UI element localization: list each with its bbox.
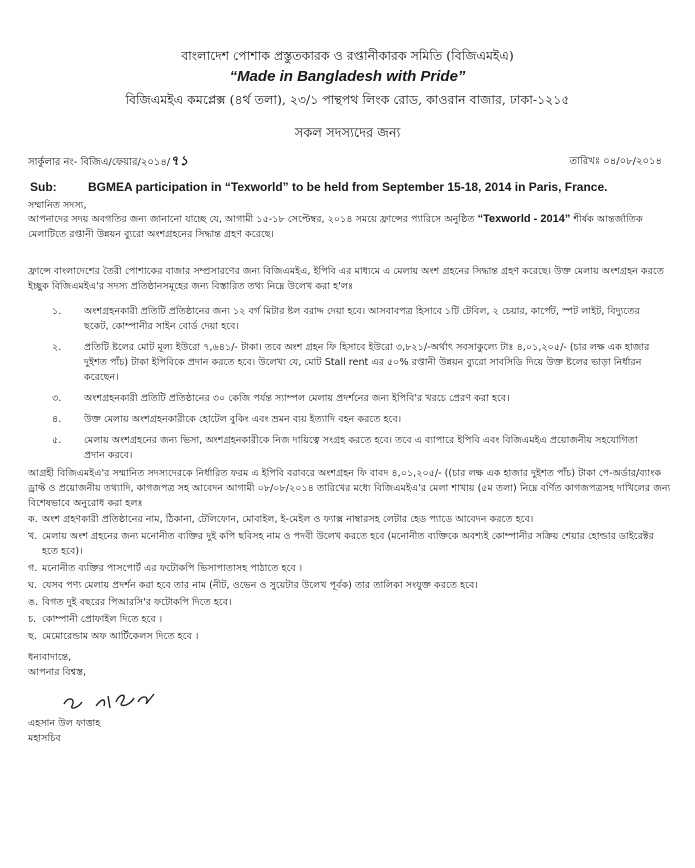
signer-name: এহসান উল ফাত্তাহ	[28, 718, 101, 729]
requirement-text: কোম্পানী প্রোফাইল দিতে হবে ।	[42, 614, 163, 625]
slogan: “Made in Bangladesh with Pride”	[229, 68, 466, 85]
requirement-letter: ঙ.	[28, 597, 39, 608]
intro-paragraph	[28, 212, 673, 242]
requirement-text: যেসব পণ্য মেলায় প্রদর্শন করা হবে তার নাম (নীট, ওভেন ও সুয়েটার উলেখ পূর্বক) তার তালিকা সংযুক্ত করতে হবে।	[42, 580, 478, 591]
circular-prefix: সার্কুলার নং- বিজিএ/ফেয়ার/২০১৪/	[28, 157, 171, 168]
org-name: বাংলাদেশ পোশাক প্রস্তুতকারক ও রপ্তানীকারক সমিতি (বিজিএমইএ)	[181, 48, 514, 63]
closing-block	[28, 650, 86, 680]
circular-number	[28, 152, 189, 173]
list-item	[52, 340, 652, 385]
requirement-item	[28, 612, 668, 627]
list-item-text: অংশগ্রহনকারী প্রতিটি প্রতিষ্ঠানের ৩০ কেজি পর্যন্ত স্যাম্পল মেলায় প্রদর্শনের জন্য ইপিবি'র খরচে প্রেরণ করা হবে।	[84, 393, 510, 404]
circular-heading: সকল সদস্যদের জন্য	[294, 126, 401, 141]
requirement-item	[28, 578, 668, 593]
signer-title: মহাসচিব	[28, 733, 61, 744]
requirement-letter: চ.	[28, 614, 37, 625]
requirement-item	[28, 529, 668, 559]
list-item-number: ২.	[52, 342, 62, 353]
requirement-letter: ক.	[28, 514, 38, 525]
subject-text: BGMEA participation in “Texworld” to be held from September 15-18, 2014 in Paris, France.	[88, 180, 608, 194]
requirement-letter: গ.	[28, 563, 38, 574]
list-item-number: ৫.	[52, 435, 62, 446]
requirement-text: মনোনীত ব্যক্তির পাসপোর্ট এর ফটোকপি ভিসাপাতাসহ পাঠাতে হবে ।	[42, 563, 303, 574]
closing-thanks: ধন্যবাদান্তে,	[28, 652, 72, 663]
salutation: সম্মানিত সদস্য,	[28, 200, 87, 211]
list-item-text: অংশগ্রহনকারী প্রতিটি প্রতিষ্ঠানের জন্য ১২ বর্গ মিটার ষ্টল বরাদ্দ দেয়া হবে। আসবাবপত্র হিসাবে ১টি টেবিল, ২ চেয়ার, কার্পেট, স্পট লাইট, বিদ্যুতের ছকেট, কোম্পানীর সাইন বোর্ড দেয়া হবে।	[84, 306, 640, 332]
requirement-item	[28, 595, 668, 610]
intro-text-a: আপনাদের সদয় অবগতির জন্য জানানো যাচ্ছে যে, আগামী ১৫-১৮ সেপ্টেম্বর, ২০১৪ সময়ে ফ্রান্সের প্যারিসে অনুষ্ঠিত	[28, 214, 475, 225]
intro-text-b: শীর্ষক আন্তর্জাতিক মেলাটিতে রপ্তানী উন্নয়ন ব্যুরো অংশগ্রহনের সিদ্ধান্ত গ্রহণ করেছে।	[28, 214, 643, 240]
list-item	[52, 433, 652, 463]
requirements-list	[28, 512, 668, 646]
requirement-item	[28, 512, 668, 527]
application-paragraph: আগ্রহী বিজিএমইএ'র সম্মানিত সদস্যদেরকে নির্ধারিত ফরম এ ইপিবি বরাবরে অংশগ্রহন ফি বাবদ ৪,০১,২০৫/- ((চার লক্ষ এক হাজার দুইশত পাঁচ) টাকা পে-অর্ডার/ব্যাংক ড্রাফ্ট ও প্রয়োজনীয় তথ্যাদি, কাগজপত্র সহ আবেদন আগামী ০৮/০৮/২০১৪ তারিখের মধ্যে বিজিএমইএ'র মেলা শাখায় (৫ম তলা) নিম্নে বর্ণিত কাগজপত্রসহ দাখিলের জন্য বিশেষভাবে অনুরোধ করা হলঃ	[28, 468, 671, 509]
intro-event-name: “Texworld - 2014”	[477, 213, 571, 225]
closing-yours: আপনার বিশ্বস্ত,	[28, 667, 87, 678]
subject-label: Sub:	[30, 180, 57, 194]
address: বিজিএমইএ কমপ্লেক্স (৪র্থ তলা), ২৩/১ পান্থপথ লিংক রোড, কাওরান বাজার, ঢাকা-১২১৫	[125, 92, 570, 107]
list-item-text: প্রতিটি ষ্টলের মোট মূল্য ইউরো ৭,৬৪১/- টাকা। তবে অংশ গ্রহন ফি হিসাবে ইউরো ৩,৮২১/-অর্থাৎ সবসাকুল্যে টাঃ ৪,০১,২০৫/- (চার লক্ষ এক হাজার দুইশত পাঁচ) টাকা ইপিবিকে প্রদান করতে হবে। উলেখ্য যে, মোট Stall rent এর ৫০% রপ্তানী উন্নয়ন ব্যুরো সাবসিডি দিয়ে উক্ত ষ্টলের ভাড়া নির্ধারন করেছেন।	[84, 342, 650, 383]
list-item	[52, 391, 652, 406]
circular-date: তারিখঃ ০৪/০৮/২০১৪	[569, 156, 662, 167]
handwritten-signature	[58, 684, 168, 714]
details-list	[52, 304, 652, 469]
list-item	[52, 304, 652, 334]
requirement-letter: খ.	[28, 531, 38, 542]
requirement-text: মেমোরেন্ডাম অফ আর্টিকেলস দিতে হবে ।	[42, 631, 199, 642]
requirement-text: মেলায় অংশ গ্রহনের জন্য মনোনীত ব্যক্তির দুই কপি ছবিসহ নাম ও পদবী উলেখ করতে হবে (মনোনীত ব্যক্তিকে অবশ্যই কোম্পানীর সক্রিয় শেয়ার হোল্ডার ডাইরেক্টর হতে হবে)।	[42, 531, 654, 557]
requirement-item	[28, 629, 668, 644]
signer-block	[28, 716, 100, 746]
requirement-text: বিগত দুই বছরের পিআরসি'র ফটোকপি দিতে হবে।	[42, 597, 232, 608]
details-paragraph: ফ্রান্সে বাংলাদেশের তৈরী পোশাকের বাজার সম্প্রসারণের জন্য বিজিএমইএ, ইপিবি এর মাধ্যমে এ মেলায় অংশ গ্রহনের সিদ্ধান্ত গ্রহণ করেছে। উক্ত মেলায় অংশগ্রহন করতে ইচ্ছুক বিজিএমইএ'র সদস্য প্রতিষ্ঠানসমূহের জন্য বিস্তারিত তথ্য নিম্নে উলেখ করা হ'লঃ	[28, 266, 664, 292]
list-item-number: ৪.	[52, 414, 62, 425]
requirement-letter: ছ.	[28, 631, 37, 642]
requirement-text: অংশ গ্রহণকারী প্রতিষ্ঠানের নাম, ঠিকানা, টেলিফোন, মোবাইল, ই-মেইল ও ফ্যাক্স নাম্বারসহ লেটার হেড প্যাডে আবেদন করতে হবে।	[42, 514, 534, 525]
requirement-letter: ঘ.	[28, 580, 37, 591]
circular-handwritten-number: ৭১	[170, 154, 190, 169]
list-item-text: উক্ত মেলায় অংশগ্রহনকারীকে হোটেল বুকিং এবং ভ্রমন ব্যয় ইত্যাদি বহন করতে হবে।	[84, 414, 402, 425]
list-item-number: ১.	[52, 306, 62, 317]
requirement-item	[28, 561, 668, 576]
list-item	[52, 412, 652, 427]
list-item-text: মেলায় অংশগ্রহনের জন্য ভিসা, অংশগ্রহনকারীকে নিজ দায়িত্বে সংগ্রহ করতে হবে। তবে এ ব্যাপারে ইপিবি এবং বিজিএমইএ প্রয়োজনীয় সহযোগিতা প্রদান করবে।	[84, 435, 638, 461]
list-item-number: ৩.	[52, 393, 62, 404]
